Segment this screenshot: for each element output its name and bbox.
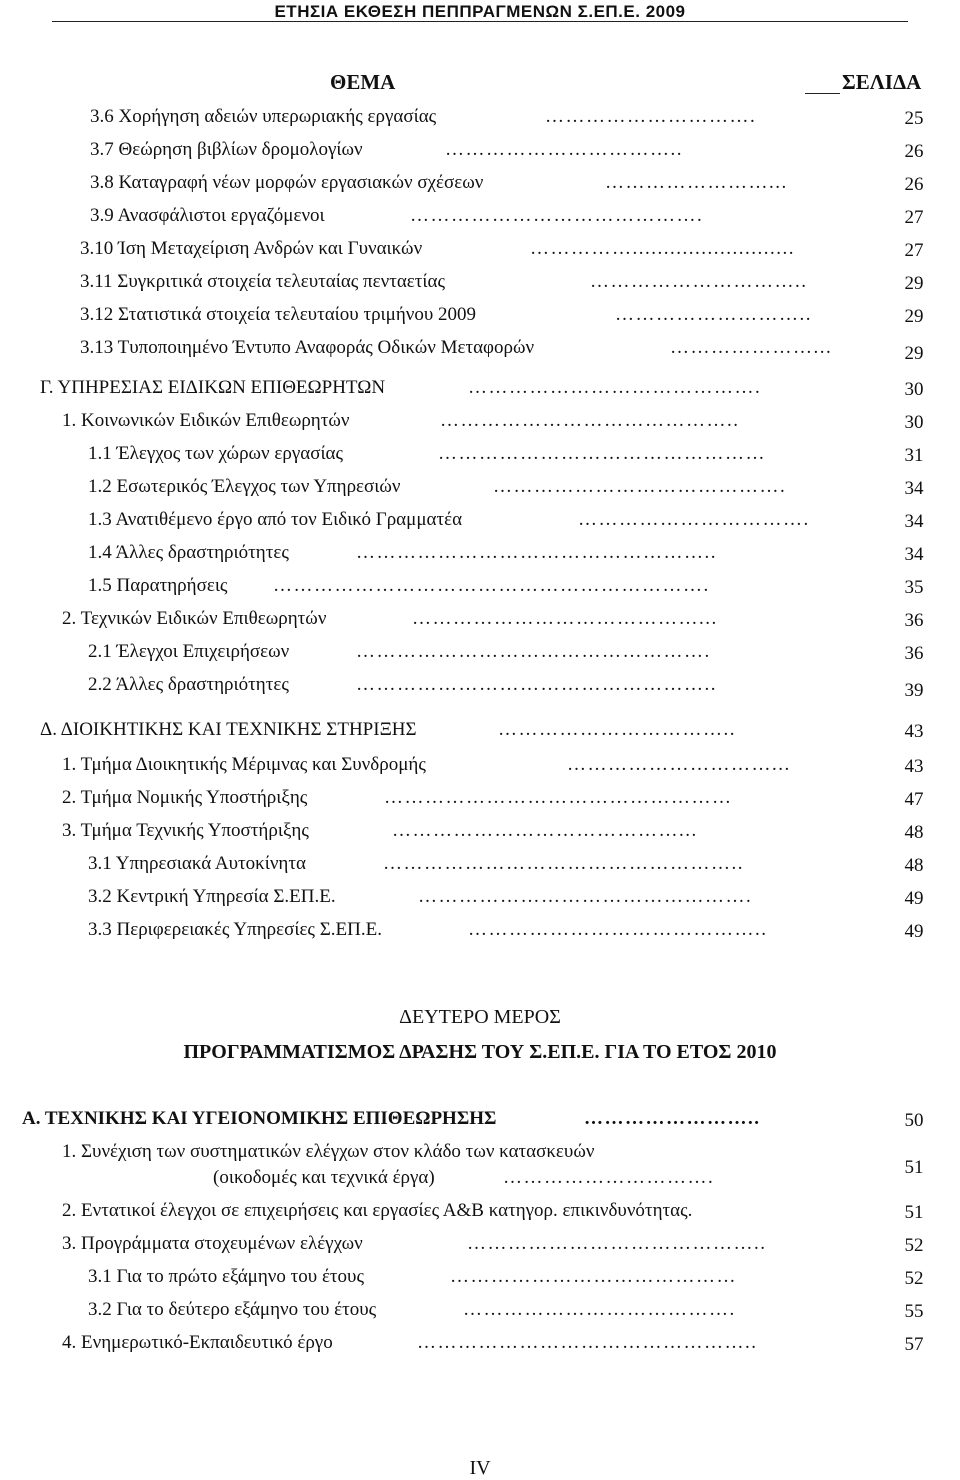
toc-page-number: 36 bbox=[904, 610, 924, 631]
toc-page-number: 29 bbox=[904, 273, 924, 294]
toc-page-number: 27 bbox=[904, 240, 924, 261]
toc-page-number: 34 bbox=[904, 511, 924, 532]
toc-page-number: 36 bbox=[904, 643, 924, 664]
part2-heading: ΔΕΥΤΕΡΟ ΜΕΡΟΣ bbox=[399, 1006, 561, 1028]
toc-page-number: 52 bbox=[904, 1268, 924, 1289]
toc-page-number: 29 bbox=[904, 306, 924, 327]
toc-page-number: 25 bbox=[904, 108, 924, 129]
toc-page-number: 39 bbox=[904, 680, 924, 701]
toc-page-number: 50 bbox=[904, 1110, 924, 1131]
toc-page-number: 49 bbox=[904, 921, 924, 942]
toc-page-number: 27 bbox=[904, 207, 924, 228]
toc-page-number: 43 bbox=[904, 756, 924, 777]
toc-page-number: 51 bbox=[904, 1202, 924, 1223]
toc-page-number: 48 bbox=[904, 855, 924, 876]
toc-page-number: 57 bbox=[904, 1334, 924, 1355]
toc-page-number: 35 bbox=[904, 577, 924, 598]
toc-page-number: 51 bbox=[904, 1157, 924, 1178]
toc-page-number: 26 bbox=[904, 141, 924, 162]
toc-page-number: 34 bbox=[904, 544, 924, 565]
toc-page-number: 43 bbox=[904, 721, 924, 742]
toc-page-number: 30 bbox=[904, 379, 924, 400]
page-column-heading: ΣΕΛΙΔΑ bbox=[842, 70, 922, 94]
topic-column-heading: ΘΕΜΑ bbox=[330, 70, 396, 94]
toc-page-number: 31 bbox=[904, 445, 924, 466]
toc-page-number: 26 bbox=[904, 174, 924, 195]
column-heading-rule bbox=[805, 93, 840, 94]
toc-page-number: 47 bbox=[904, 789, 924, 810]
toc-page-number: 49 bbox=[904, 888, 924, 909]
toc-page-number: 48 bbox=[904, 822, 924, 843]
footer-page-number: IV bbox=[469, 1457, 491, 1479]
document-header: ΕΤΗΣΙΑ ΕΚΘΕΣΗ ΠΕΠΠΡΑΓΜΕΝΩΝ Σ.ΕΠ.Ε. 2009 bbox=[274, 2, 686, 21]
toc-page-number: 29 bbox=[904, 343, 924, 364]
toc-page-number: 55 bbox=[904, 1301, 924, 1322]
toc-page-number: 30 bbox=[904, 412, 924, 433]
toc-page-number: 34 bbox=[904, 478, 924, 499]
header-rule bbox=[52, 21, 908, 22]
toc-page-number: 52 bbox=[904, 1235, 924, 1256]
part2-subheading: ΠΡΟΓΡΑΜΜΑΤΙΣΜΟΣ ΔΡΑΣΗΣ ΤΟΥ Σ.ΕΠ.Ε. ΓΙΑ ΤΟ ΕΤΟΣ 2010 bbox=[183, 1041, 777, 1063]
